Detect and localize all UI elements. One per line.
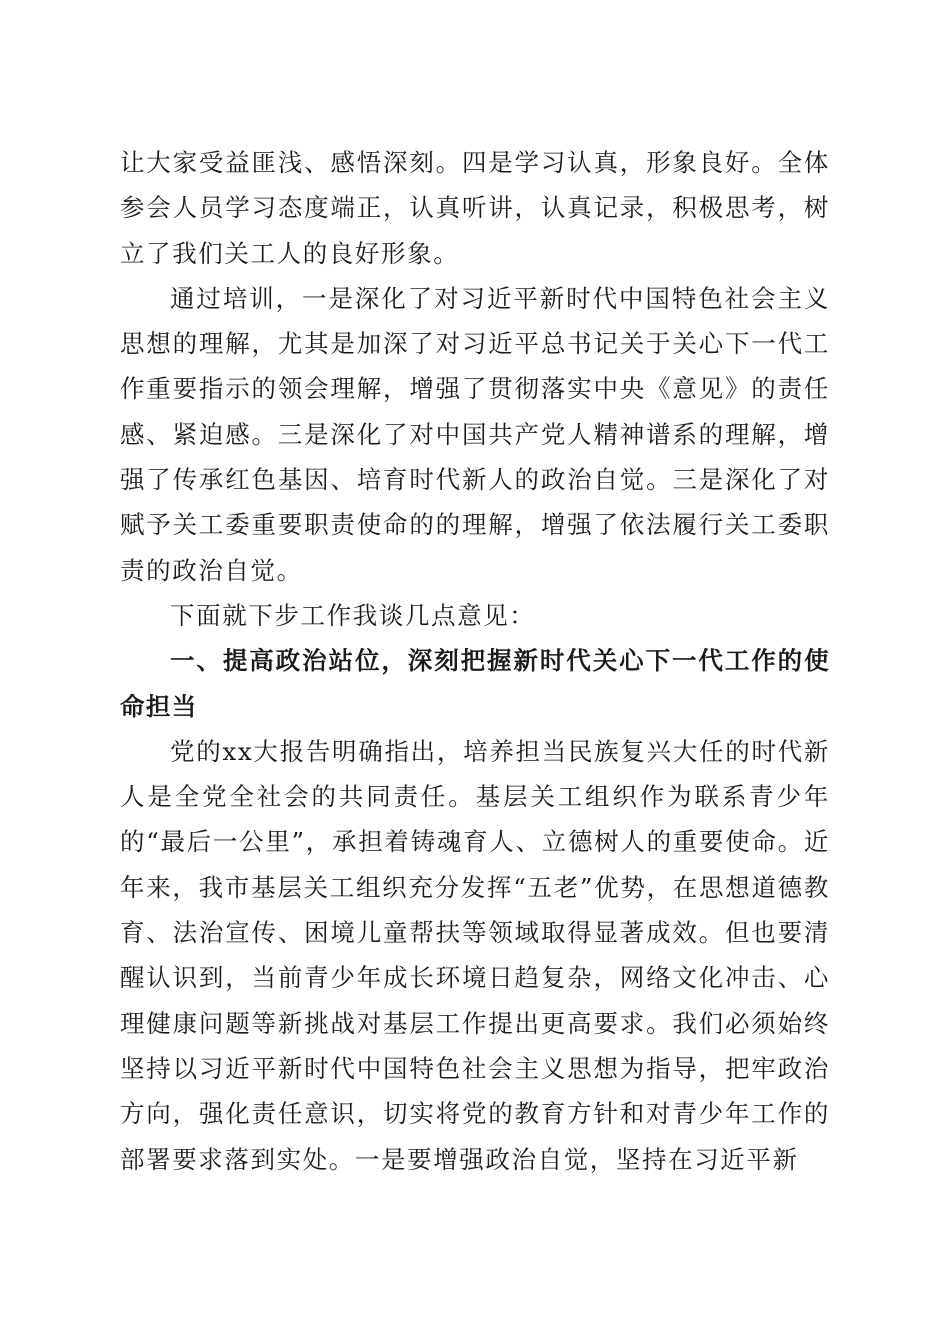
section-heading-1: 一、提高政治站位，深刻把握新时代关心下一代工作的使命担当	[120, 646, 830, 721]
document-page	[120, 140, 830, 1182]
paragraph-section-1-body: 党的xx大报告明确指出，培养担当民族复兴大任的时代新人是全党全社会的共同责任。基层关工组织作为联系青少年的“最后一公里”，承担着铸魂育人、立德树人的重要使命。近年来，我市基层关工组织充分发挥“五老”优势，在思想道德教育、法治宣传、困境儿童帮扶等领域取得显著成效。但也要清醒认识到，当前青少年成长环境日趋复杂，网络文化冲击、心理健康问题等新挑战对基层工作提出更高要求。我们必须始终坚持以习近平新时代中国特色社会主义思想为指导，把牢政治方向，强化责任意识，切实将党的教育方针和对青少年工作的部署要求落到实处。一是要增强政治自觉，坚持在习近平新	[120, 736, 830, 1174]
paragraph-training-summary: 让大家受益匪浅、感悟深刻。四是学习认真，形象良好。全体参会人员学习态度端正，认真听讲，认真记录，积极思考，树立了我们关工人的良好形象。	[120, 148, 830, 268]
paragraph-opinions-intro: 下面就下步工作我谈几点意见：	[170, 600, 536, 630]
paragraph-training-outcomes: 通过培训，一是深化了对习近平新时代中国特色社会主义思想的理解，尤其是加深了对习近平总书记关于关心下一代工作重要指示的领会理解，增强了贯彻落实中央《意见》的责任感、紧迫感。三是深化了对中国共产党人精神谱系的理解，增强了传承红色基因、培育时代新人的政治自觉。三是深化了对赋予关工委重要职责使命的的理解，增强了依法履行关工委职责的政治自觉。	[120, 283, 830, 585]
